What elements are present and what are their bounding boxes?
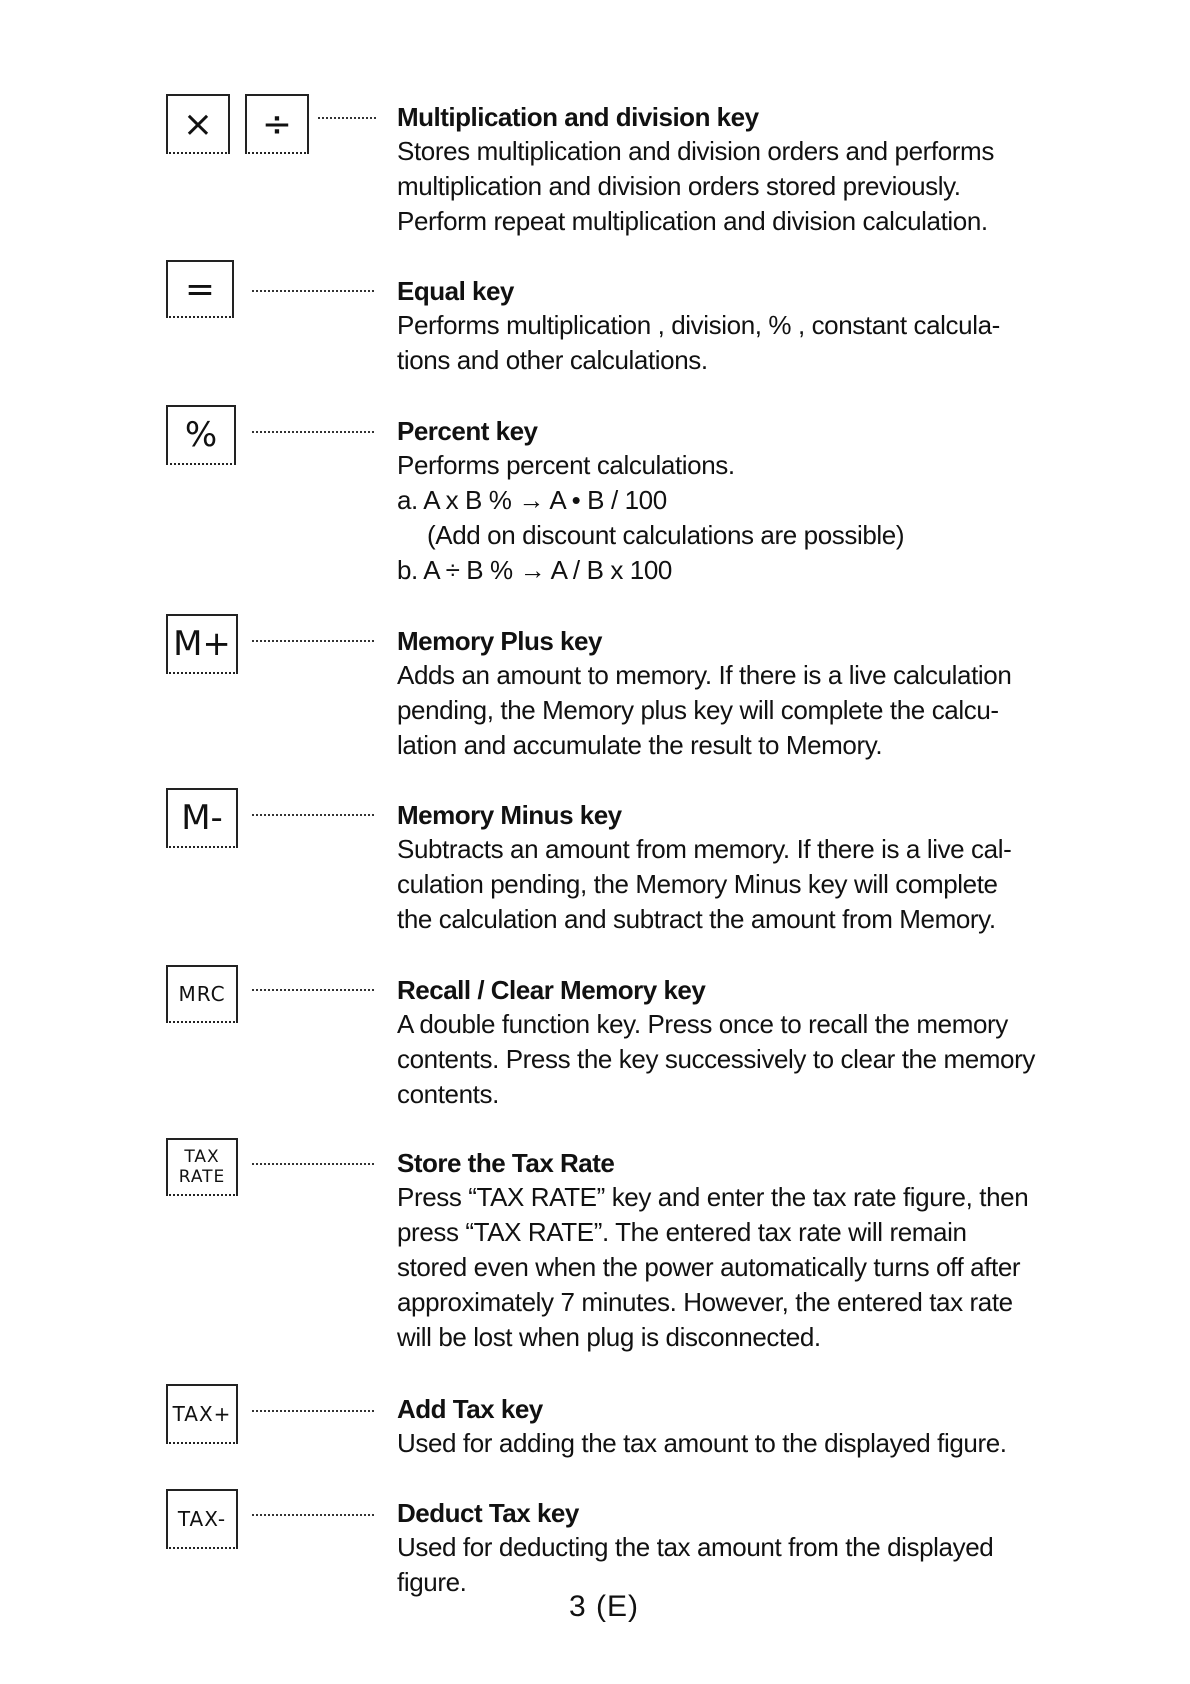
entry-title: Percent key	[397, 416, 538, 446]
description-line: will be lost when plug is disconnected.	[397, 1322, 821, 1352]
tax-rate-key-icon	[166, 1138, 238, 1196]
description-line: Press “TAX RATE” key and enter the tax rate figure, then	[397, 1182, 1029, 1212]
entry-title: Memory Minus key	[397, 800, 622, 830]
percent-key-icon: %	[166, 405, 236, 465]
entry-description	[397, 1426, 1057, 1461]
description-line: the calculation and subtract the amount from Memory.	[397, 904, 996, 934]
tax-minus-key-icon: TAX-	[166, 1489, 238, 1549]
leader-dots	[252, 431, 374, 433]
entry-description	[397, 1007, 1057, 1112]
memory-recall-clear-key-icon: MRC	[166, 965, 238, 1023]
description-line: Perform repeat multiplication and division calculation.	[397, 206, 988, 236]
description-line: pending, the Memory plus key will complete the calcu-	[397, 695, 999, 725]
description-line: lation and accumulate the result to Memory.	[397, 730, 883, 760]
description-line: Adds an amount to memory. If there is a live calculation	[397, 660, 1012, 690]
entry-title: Deduct Tax key	[397, 1498, 579, 1528]
description-line: approximately 7 minutes. However, the entered tax rate	[397, 1287, 1013, 1317]
entry-description	[397, 134, 1057, 239]
entry-title: Recall / Clear Memory key	[397, 975, 706, 1005]
divide-key-icon: ÷	[245, 94, 309, 154]
entry-description	[397, 832, 1057, 937]
tax-rate-key-label-bottom: RATE	[178, 1167, 226, 1187]
memory-plus-key-icon: M+	[166, 614, 238, 674]
leader-dots	[318, 117, 376, 119]
description-line: contents. Press the key successively to clear the memory	[397, 1044, 1035, 1074]
tax-rate-key-label-top: TAX	[184, 1147, 220, 1167]
description-line: Performs percent calculations.	[397, 450, 735, 480]
entry-title: Add Tax key	[397, 1394, 543, 1424]
entry-title: Store the Tax Rate	[397, 1148, 615, 1178]
leader-dots	[252, 989, 374, 991]
description-line: press “TAX RATE”. The entered tax rate will remain	[397, 1217, 967, 1247]
multiply-key-icon: ×	[166, 94, 230, 154]
description-line: (Add on discount calculations are possible)	[427, 520, 905, 550]
entry-description	[397, 1180, 1057, 1355]
description-line: Used for deducting the tax amount from the displayed	[397, 1532, 994, 1562]
description-line: culation pending, the Memory Minus key will complete	[397, 869, 998, 899]
leader-dots	[252, 1410, 374, 1412]
equal-key-icon: =	[166, 260, 234, 318]
leader-dots	[252, 814, 374, 816]
description-line: stored even when the power automatically turns off after	[397, 1252, 1021, 1282]
description-line: Performs multiplication , division, % , constant calcula-	[397, 310, 1000, 340]
formula-line: a. A x B % → A • B / 100	[397, 485, 667, 515]
entry-description	[397, 308, 1057, 378]
leader-dots	[252, 290, 374, 292]
entry-description	[397, 448, 1057, 588]
memory-minus-key-icon: M-	[166, 788, 238, 848]
formula-line: b. A ÷ B % → A / B x 100	[397, 555, 672, 585]
description-line: Stores multiplication and division orders and performs	[397, 136, 994, 166]
entry-description	[397, 1530, 1057, 1600]
description-line: contents.	[397, 1079, 499, 1109]
description-line: figure.	[397, 1567, 467, 1597]
entry-title: Equal key	[397, 276, 514, 306]
leader-dots	[252, 1514, 374, 1516]
description-line: tions and other calculations.	[397, 345, 708, 375]
description-line: A double function key. Press once to recall the memory	[397, 1009, 1008, 1039]
description-line: Subtracts an amount from memory. If there is a live cal-	[397, 834, 1012, 864]
description-line: multiplication and division orders stored previously.	[397, 171, 961, 201]
description-line: Used for adding the tax amount to the displayed figure.	[397, 1428, 1007, 1458]
leader-dots	[252, 1163, 374, 1165]
entry-title: Multiplication and division key	[397, 102, 759, 132]
tax-plus-key-icon: TAX+	[166, 1384, 238, 1444]
page-number: 3 (E)	[569, 1590, 640, 1623]
entry-description	[397, 658, 1057, 763]
entry-title: Memory Plus key	[397, 626, 602, 656]
leader-dots	[252, 640, 374, 642]
